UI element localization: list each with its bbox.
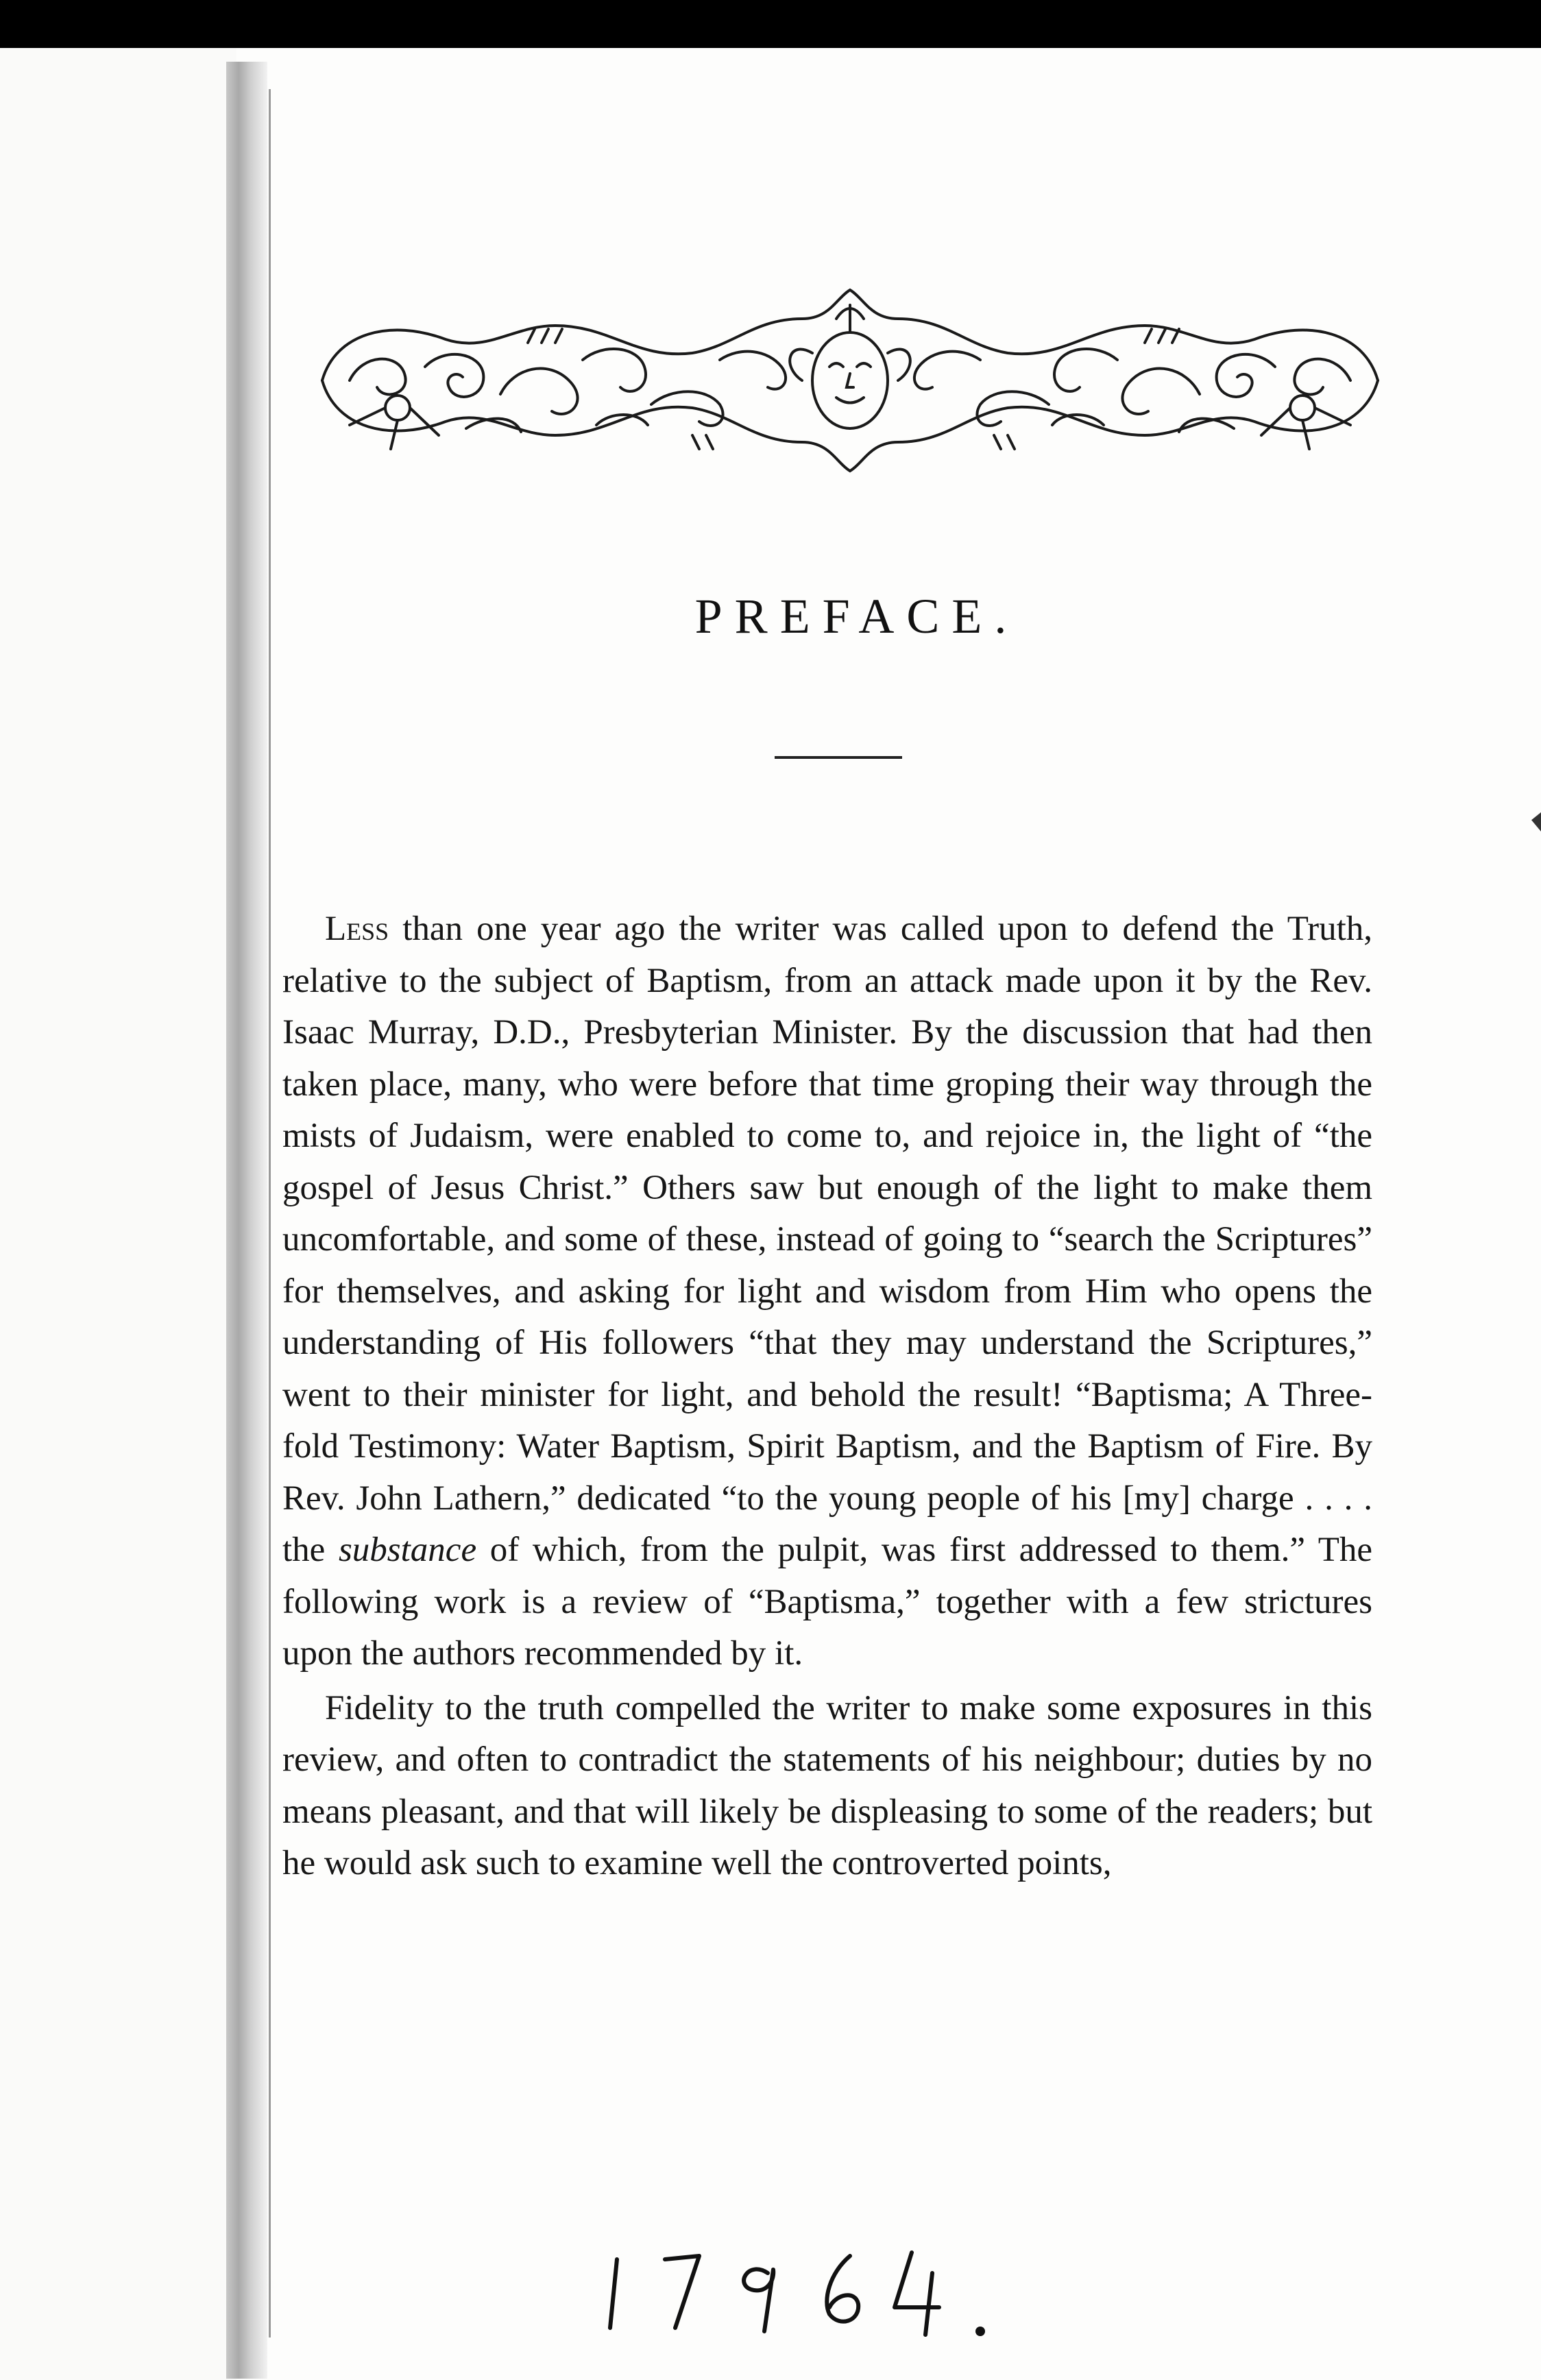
gutter-shadow-line bbox=[269, 89, 271, 2338]
floral-headpiece-ornament-icon bbox=[308, 278, 1392, 483]
paragraph-text: than one year ago the writer was called upon to defend the Truth, relative to the subject of Baptism, from an attack made upon it by the Rev. Isaac Murray, D.D., Presbyterian Minister. By the discussion that had then taken place, many, who were before that time groping their way through the mists of Judaism, were enabled to come to, and rejoice in, the light of “the gospel of Jesus Christ.” Others saw but enough of the light to make them uncomfortable, and some of these, instead of going to “search the Scriptures” for themselves, and asking for light and wisdom from Him who opens the understanding of His followers “that they may understand the Scriptures,” went to their minister for light, and behold the result! “Baptisma; A Three-fold Testimony: Water Baptism, Spirit Baptism, and the Baptism of Fire. By Rev. John Lathern,” dedicated “to the young people of his [my] charge . . . . the bbox=[282, 910, 1372, 1569]
paragraph bbox=[282, 903, 1372, 1680]
preface-body bbox=[282, 903, 1372, 1890]
paragraph-text-continued: of which, from the pulpit, was first addressed to them.” The following work is a review of “Baptisma,” together with a few strictures upon the authors recommended by it. bbox=[282, 1531, 1372, 1673]
binding-gutter bbox=[226, 62, 267, 2379]
dropcap-word: Less bbox=[325, 910, 389, 948]
handwritten-catalog-number bbox=[603, 2232, 1015, 2342]
page-title: PREFACE. bbox=[694, 589, 1019, 644]
italic-word: substance bbox=[338, 1531, 477, 1569]
book-page bbox=[0, 48, 1541, 2380]
facing-page bbox=[0, 48, 236, 2380]
edge-mark bbox=[1531, 812, 1541, 831]
paragraph bbox=[282, 1683, 1372, 1890]
title-rule-divider bbox=[775, 756, 902, 759]
paragraph-text: Fidelity to the truth compelled the writer to make some exposures in this review, and often to contradict the statements of his neighbour; duties by no means pleasant, and that will likely be displeasing to some of the readers; but he would ask such to examine well the controverted points, bbox=[282, 1688, 1372, 1882]
